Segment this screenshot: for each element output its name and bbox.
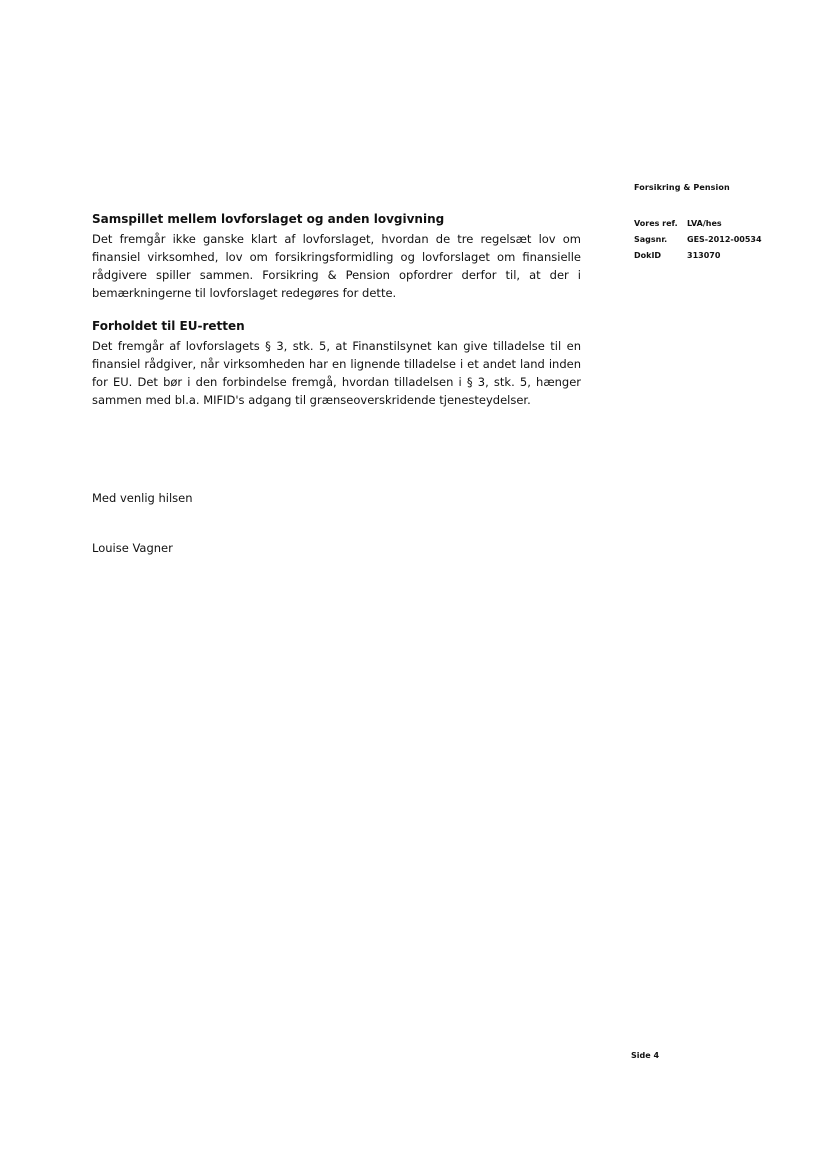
reference-row-docid bbox=[634, 248, 762, 264]
section-paragraph: Det fremgår af lovforslagets § 3, stk. 5, at Finanstilsynet kan give tilladelse til en finansiel rådgiver, når virksomheden har en lignende tilladelse i et andet land inden for EU. Det bør i den forbindelse fremgå, hvordan tilladelsen i § 3, stk. 5, hænger sammen med bl.a. MIFID's adgang til grænseoverskridende tjenesteydelser. bbox=[92, 339, 581, 407]
reference-value: LVA/hes bbox=[687, 219, 722, 228]
section-eu-law bbox=[92, 317, 581, 409]
reference-label: Vores ref. bbox=[634, 219, 678, 228]
section-paragraph: Det fremgår ikke ganske klart af lovforslaget, hvordan de tre regelsæt lov om finansiel virksomhed, lov om forsikringsformidling og lovforslaget om finansielle rådgivere spiller sammen. Forsikring & Pension opfordrer derfor til, at der i bemærkningerne til lovforslaget redegøres for dette. bbox=[92, 232, 581, 300]
section-heading: Samspillet mellem lovforslaget og anden lovgivning bbox=[92, 212, 445, 226]
reference-row-case bbox=[634, 232, 762, 248]
signatory-name: Louise Vagner bbox=[92, 541, 173, 555]
document-id-label: DokID bbox=[634, 251, 662, 260]
section-heading: Forholdet til EU-retten bbox=[92, 319, 245, 333]
section-interplay bbox=[92, 210, 581, 302]
letter-body bbox=[92, 210, 581, 409]
reference-block bbox=[634, 216, 762, 264]
reference-row-ref bbox=[634, 216, 762, 232]
case-number-label: Sagsnr. bbox=[634, 235, 668, 244]
document-id-value: 313070 bbox=[687, 251, 721, 260]
closing-greeting: Med venlig hilsen bbox=[92, 491, 193, 505]
organization-name: Forsikring & Pension bbox=[634, 183, 730, 192]
case-number-value: GES-2012-00534 bbox=[687, 235, 762, 244]
page-number: Side 4 bbox=[631, 1051, 660, 1060]
